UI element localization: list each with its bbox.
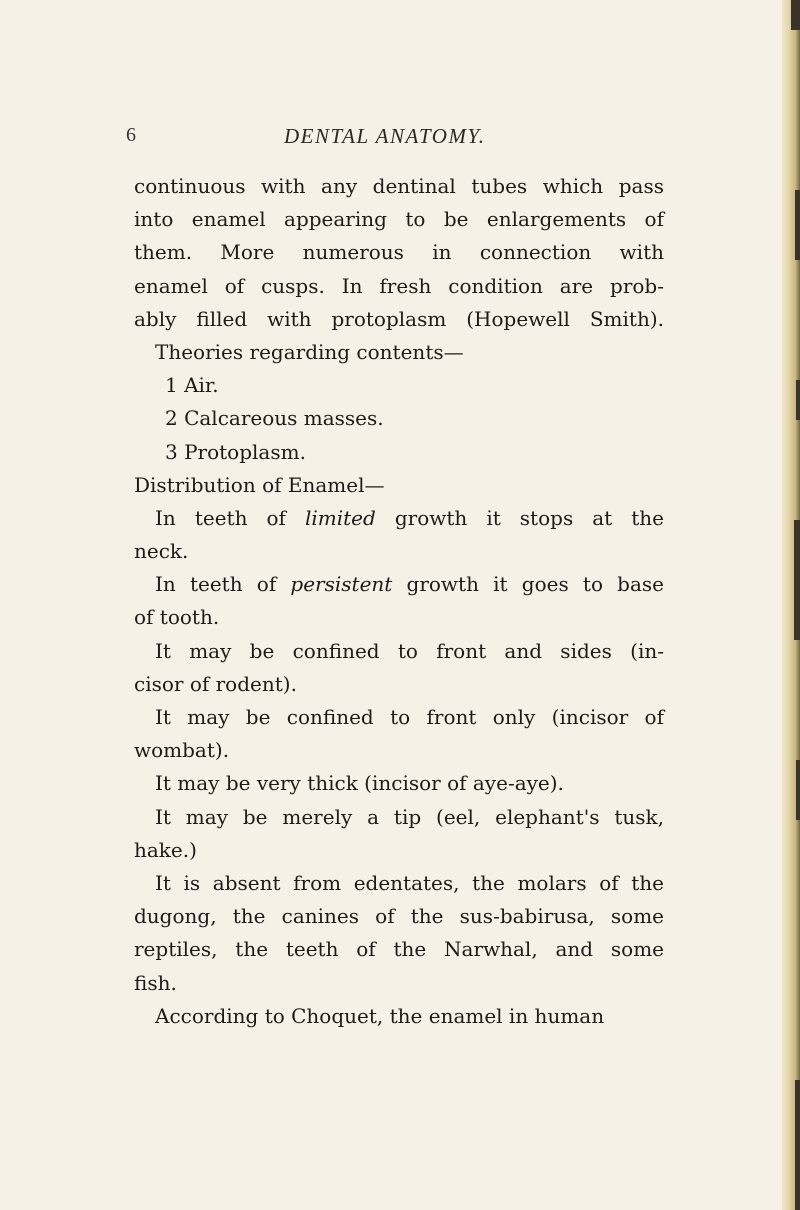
list-item: 3 Protoplasm. <box>165 439 306 464</box>
text-line: fish. <box>134 970 177 995</box>
text-line: Theories regarding contents— <box>155 339 464 364</box>
text-span: In teeth of <box>155 505 305 530</box>
text-line: It may be very thick (incisor of aye-aye). <box>155 771 564 796</box>
binding-mark <box>795 190 800 260</box>
text-line: them. More numerous in connection with <box>134 240 664 265</box>
page-number: 6 <box>126 124 136 146</box>
text-line: ably filled with protoplasm (Hopewell Smith). <box>134 306 664 331</box>
binding-mark <box>791 0 800 30</box>
text-line: of tooth. <box>134 605 220 630</box>
text-span: growth it goes to base <box>392 572 664 597</box>
text-span: In teeth of <box>155 572 291 597</box>
text-line: continuous with any dentinal tubes which pass <box>134 174 664 198</box>
section-heading: Distribution of Enamel— <box>134 472 385 497</box>
text-line <box>134 502 664 535</box>
text-line: It may be confined to front and sides (in- <box>155 638 664 663</box>
text-line: It may be merely a tip (eel, elephant's tusk, <box>155 804 664 829</box>
text-span: growth it stops at the <box>375 505 664 530</box>
binding-mark <box>796 760 800 820</box>
italic-term: limited <box>304 505 376 530</box>
running-head <box>0 124 800 164</box>
body-text <box>134 170 664 1033</box>
text-line: cisor of rodent). <box>134 671 297 696</box>
text-line <box>134 568 664 601</box>
binding-mark <box>795 1080 800 1210</box>
text-line: enamel of cusps. In fresh condition are prob- <box>134 273 664 298</box>
text-line: hake.) <box>134 837 197 862</box>
text-line: wombat). <box>134 738 230 763</box>
list-item: 2 Calcareous masses. <box>165 406 384 431</box>
text-line: It may be confined to front only (incisor of <box>155 705 664 729</box>
text-line: into enamel appearing to be enlargements of <box>134 207 664 232</box>
running-title: DENTAL ANATOMY. <box>284 124 486 148</box>
text-line: neck. <box>134 539 189 564</box>
text-line: reptiles, the teeth of the Narwhal, and some <box>134 937 664 962</box>
text-line: dugong, the canines of the sus-babirusa, some <box>134 904 664 929</box>
page-edge <box>782 0 800 1210</box>
binding-mark <box>796 380 800 420</box>
text-line: According to Choquet, the enamel in human <box>155 1003 605 1028</box>
list-item: 1 Air. <box>165 373 219 398</box>
binding-mark <box>794 520 800 640</box>
text-line: It is absent from edentates, the molars of the <box>155 870 664 895</box>
italic-term: persistent <box>290 572 393 597</box>
